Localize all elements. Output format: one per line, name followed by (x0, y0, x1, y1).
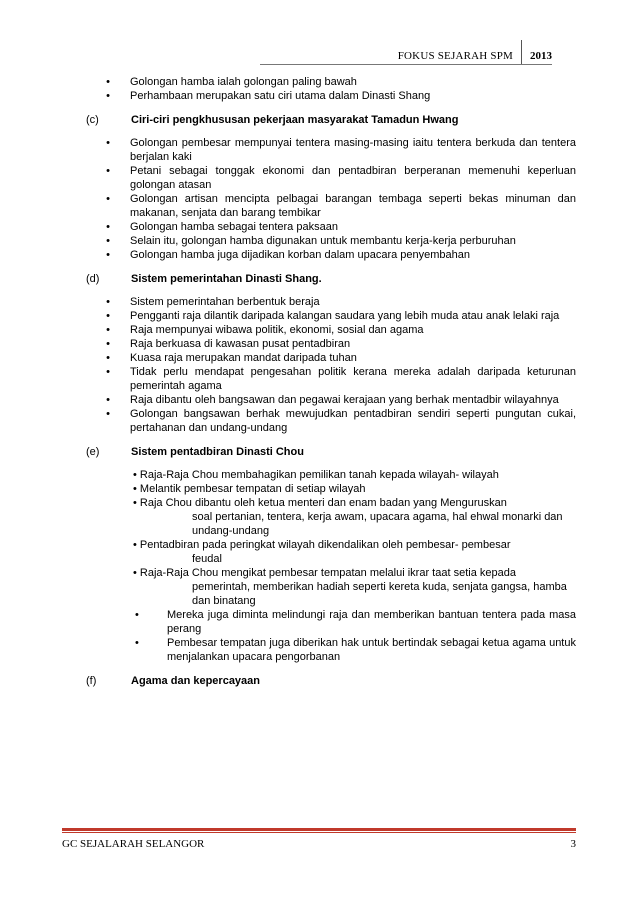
bullet-icon: • (135, 637, 139, 649)
document-body (86, 75, 576, 688)
bullet-icon: • (106, 408, 110, 420)
sub-list-item: • Mereka juga diminta melindungi raja dan memberikan bantuan tentera pada masa perang (135, 609, 576, 635)
section-e-heading: (e) Sistem pentadbiran Dinasti Chou (86, 446, 304, 458)
section-d-title: Sistem pemerintahan Dinasti Shang. (131, 273, 322, 285)
page-number: 3 (570, 838, 576, 850)
section-d-heading: (d) Sistem pemerintahan Dinasti Shang. (86, 273, 322, 285)
section-c-title: Ciri-ciri pengkhususan pekerjaan masyarakat Tamadun Hwang (131, 114, 459, 126)
bullet-icon: • (106, 235, 110, 247)
bullet-icon: • (106, 324, 110, 336)
list-item: • Pentadbiran pada peringkat wilayah dikendalikan oleh pembesar- pembesar feudal (133, 539, 511, 565)
bullet-icon: • (106, 165, 110, 177)
list-item: • Golongan bangsawan berhak mewujudkan pentadbiran sendiri seperti pungutan cukai, pertahanan dan undang-undang (86, 407, 576, 435)
footer-rule-thin (62, 832, 576, 833)
bullet-icon: • (106, 90, 110, 102)
list-item: • Raja-Raja Chou mengikat pembesar tempatan melalui ikrar taat setia kepada pemerintah, memberikan hadiah seperti kereta kuda, senjata gangsa, hamba dan binatang (133, 567, 567, 607)
section-c-heading: (c) Ciri-ciri pengkhususan pekerjaan masyarakat Tamadun Hwang (86, 114, 459, 126)
header-rule (260, 64, 552, 65)
list-item: • Tidak perlu mendapat pengesahan politik kerana mereka adalah daripada keturunan pemerintah agama (86, 365, 576, 393)
bullet-icon: • (106, 352, 110, 364)
sub-list-item: • Pembesar tempatan juga diberikan hak untuk bertindak sebagai ketua agama untuk menjalankan upacara pengorbanan (135, 637, 576, 663)
list-item: • Golongan artisan mencipta pelbagai barangan tembaga seperti bekas minuman dan makanan, senjata dan barang tembikar (86, 192, 576, 220)
list-item: • Golongan pembesar mempunyai tentera masing-masing iaitu tentera berkuda dan tentera berjalan kaki (86, 136, 576, 164)
header-title: FOKUS SEJARAH SPM (397, 50, 513, 62)
bullet-icon: • (106, 366, 110, 378)
page-footer (62, 838, 576, 850)
list-item: • Golongan hamba juga dijadikan korban dalam upacara penyembahan (86, 248, 576, 262)
list-item: • Raja-Raja Chou membahagikan pemilikan tanah kepada wilayah- wilayah (133, 469, 499, 481)
section-f-heading: (f) Agama dan kepercayaan (86, 675, 261, 687)
bullet-icon: • (106, 296, 110, 308)
list-item: • Melantik pembesar tempatan di setiap wilayah (133, 483, 366, 495)
section-f-title: Agama dan kepercayaan (131, 675, 261, 687)
footer-rule (62, 828, 576, 831)
intro-list (86, 75, 576, 103)
page-header (398, 38, 552, 64)
list-item: • Golongan hamba ialah golongan paling bawah (86, 75, 576, 89)
section-e-title: Sistem pentadbiran Dinasti Chou (131, 446, 304, 458)
list-item: • Raja Chou dibantu oleh ketua menteri dan enam badan yang Menguruskan soal pertanian, tentera, kerja awam, upacara agama, hal ehwal monarki dan undang-undang (133, 497, 563, 537)
bullet-icon: • (106, 76, 110, 88)
list-item: • Pengganti raja dilantik daripada kalangan saudara yang lebih muda atau anak lelaki raja (86, 309, 576, 323)
section-c-list (86, 136, 576, 262)
section-d-list (86, 295, 576, 435)
section-e-list (86, 468, 576, 664)
list-item: • Selain itu, golongan hamba digunakan untuk membantu kerja-kerja perburuhan (86, 234, 576, 248)
list-item: • Raja berkuasa di kawasan pusat pentadbiran (86, 337, 576, 351)
bullet-icon: • (106, 310, 110, 322)
list-item: • Perhambaan merupakan satu ciri utama dalam Dinasti Shang (86, 89, 576, 103)
list-item: • Raja dibantu oleh bangsawan dan pegawai kerajaan yang berhak mentadbir wilayahnya (86, 393, 576, 407)
bullet-icon: • (135, 609, 139, 621)
list-item: • Petani sebagai tonggak ekonomi dan pentadbiran berperanan memenuhi keperluan golongan atasan (86, 164, 576, 192)
bullet-icon: • (106, 221, 110, 233)
header-year: 2013 (521, 40, 552, 64)
bullet-icon: • (106, 249, 110, 261)
list-item: • Golongan hamba sebagai tentera paksaan (86, 220, 576, 234)
bullet-icon: • (106, 193, 110, 205)
bullet-icon: • (106, 137, 110, 149)
bullet-icon: • (106, 394, 110, 406)
list-item: • Raja mempunyai wibawa politik, ekonomi, sosial dan agama (86, 323, 576, 337)
bullet-icon: • (106, 338, 110, 350)
list-item: • Kuasa raja merupakan mandat daripada tuhan (86, 351, 576, 365)
footer-text: GC SEJALARAH SELANGOR (62, 838, 205, 850)
list-item: • Sistem pemerintahan berbentuk beraja (86, 295, 576, 309)
